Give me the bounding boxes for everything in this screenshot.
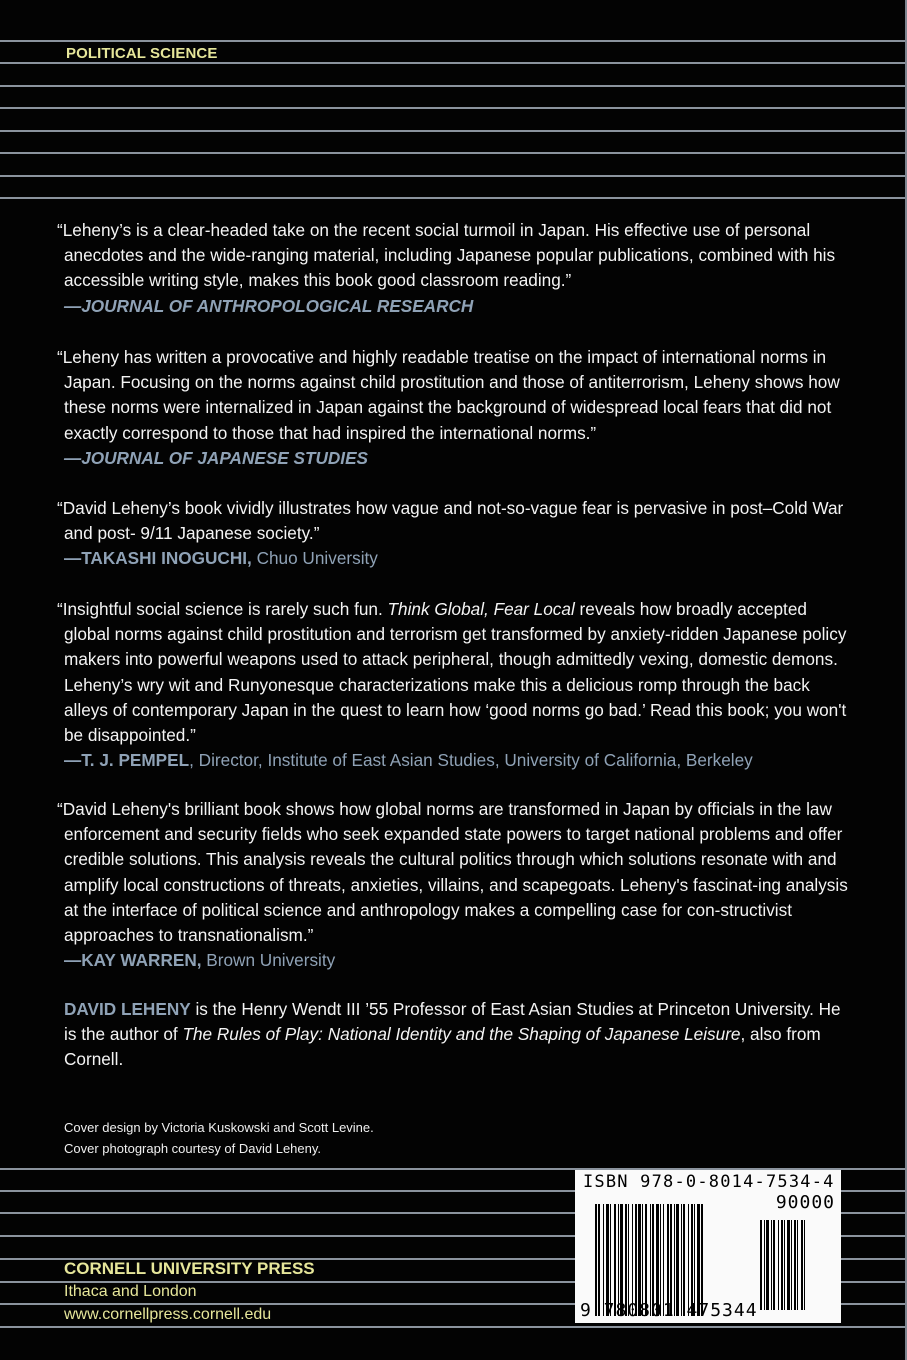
attribution-name: —JOURNAL OF ANTHROPOLOGICAL RESEARCH [64,295,474,316]
attribution-name: —TAKASHI INOGUCHI, [64,548,252,569]
blurb-text: “David Leheny's brilliant book shows how global norms are transformed in Japan by officials in the law enforcement and security fields who seek expanded state powers to target national problems and offer credible solutions. This analysis reveals the cultural politics through which solutions resonate with and amplify local constructions of threats, anxieties, villains, and scapegoats. Leheny's fascinat-ing analysis at the interface of political science and anthropology makes a compelling case for con-structivist approaches to transnationalism.” [57,799,848,946]
blurb-text-part: “Insightful social science is rarely such fun. [57,599,388,619]
cover-credits [64,1117,374,1159]
horizontal-rule [0,107,905,109]
blurb-2 [57,345,857,471]
blurb-text-part: reveals how broadly accepted global norms against child prostitution and terrorism get transformed by anxiety-ridden Japanese policy makers into powerful weapons used to attack peripheral, though admittedly vexing, domestic demons. Leheny’s wry wit and Runyonesque characterizations make this a delicious romp through the back alleys of contemporary Japan in the quest to learn how ‘good norms go bad.’ Read this book; you won't be disappointed.” [64,599,847,746]
blurb-text: “Leheny has written a provocative and highly readable treatise on the impact of international norms in Japan. Focusing on the norms against child prostitution and those of antiterrorism, Leheny shows how these norms were internalized in Japan against the background of widespread local fears that did not exactly correspond to those that had inspired the international norms.” [57,347,840,443]
attribution-name: —KAY WARREN, [64,950,202,971]
blurb-attribution [57,546,857,571]
isbn-barcode [575,1170,841,1323]
category-label: POLITICAL SCIENCE [66,45,218,62]
book-title: Think Global, Fear Local [387,599,575,619]
blurb-attribution [57,446,857,471]
horizontal-rule [0,152,905,154]
bio-text: , also from Cornell. [64,1024,821,1070]
blurb-5 [57,797,857,973]
horizontal-rule [0,1326,905,1328]
blurb-text: “David Leheny’s book vividly illustrates how vague and not-so-vague fear is pervasive in post–Cold War and post- 9/11 Japanese society.” [57,498,844,544]
design-credit: Cover design by Victoria Kuskowski and Scott Levine. [64,1120,374,1135]
horizontal-rule [0,85,905,87]
horizontal-rule [0,62,905,64]
blurb-attribution [57,748,857,773]
attribution-affiliation: , Director, Institute of East Asian Studies, University of California, Berkeley [189,750,753,771]
blurb-attribution [57,294,857,319]
bio-text: is the Henry Wendt III ’55 Professor of East Asian Studies at Princeton University. He is the author of [64,999,841,1045]
ean-digits: 9 780801 475344 [580,1300,758,1321]
attribution-name: —T. J. PEMPEL [64,750,190,771]
publisher-url[interactable]: www.cornellpress.cornell.edu [64,1306,272,1323]
prior-book-title: The Rules of Play: National Identity and the Shaping of Japanese Leisure [182,1024,741,1045]
blurb-3 [57,496,857,572]
horizontal-rule [0,40,905,42]
attribution-name: —JOURNAL OF JAPANESE STUDIES [64,447,369,468]
horizontal-rule [0,197,905,199]
publisher-name: CORNELL UNIVERSITY PRESS [64,1259,315,1278]
publisher-location: Ithaca and London [64,1283,197,1300]
blurb-1 [57,218,857,319]
author-bio [64,997,854,1073]
price-addon-code: 90000 [775,1192,835,1213]
blurb-text: “Leheny’s is a clear-headed take on the recent social turmoil in Japan. His effective use of personal anecdotes and the wide-ranging material, including Japanese popular publications, combined with his accessible writing style, makes this book good classroom reading.” [57,220,836,291]
attribution-affiliation: Brown University [201,950,336,971]
blurb-attribution [57,948,857,973]
author-name: DAVID LEHENY [64,999,191,1019]
horizontal-rule [0,175,905,177]
blurb-4 [57,597,857,773]
publisher-block [64,1258,315,1326]
barcode-bar [804,1220,805,1310]
horizontal-rule [0,130,905,132]
barcode-bars-addon [760,1220,805,1310]
isbn-label: ISBN 978-0-8014-7534-4 [583,1172,835,1192]
attribution-affiliation: Chuo University [251,548,378,569]
photo-credit: Cover photograph courtesy of David Leheny. [64,1141,322,1156]
blurb-text [57,597,857,748]
